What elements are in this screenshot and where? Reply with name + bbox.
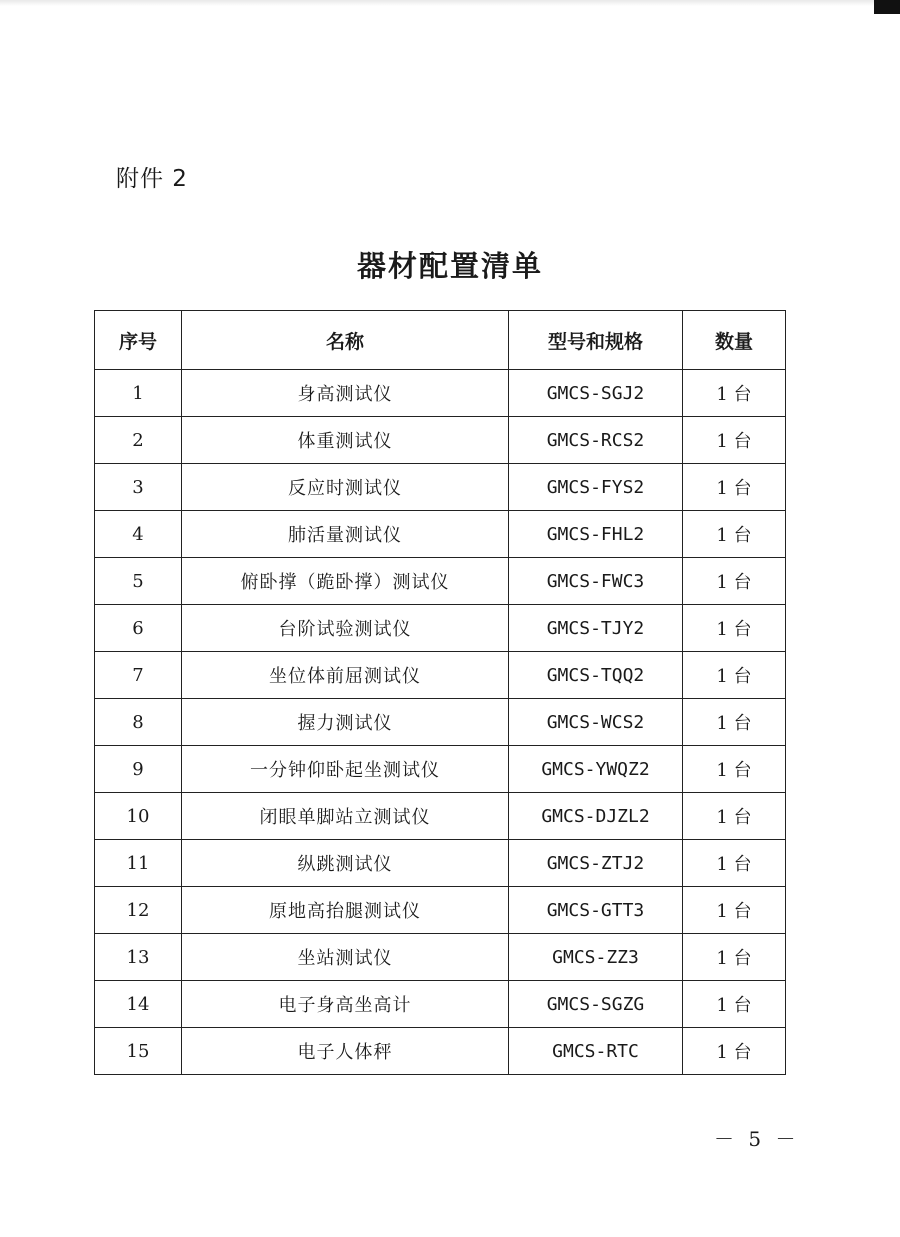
row-name: 闭眼单脚站立测试仪: [182, 793, 509, 840]
page-title: 器材配置清单: [356, 249, 543, 283]
row-qty: 1 台: [683, 981, 786, 1028]
row-model: GMCS-FWC3: [509, 558, 683, 605]
attachment-label: 附件 2: [116, 166, 188, 192]
row-name: 体重测试仪: [182, 417, 509, 464]
row-qty: 1 台: [683, 934, 786, 981]
row-model: GMCS-SGJ2: [509, 370, 683, 417]
header-model: 型号和规格: [509, 311, 683, 370]
table-row: [95, 840, 786, 887]
row-qty: 1 台: [683, 746, 786, 793]
row-name: 坐站测试仪: [182, 934, 509, 981]
row-no: 11: [95, 840, 182, 887]
row-no: 2: [95, 417, 182, 464]
row-name: 纵跳测试仪: [182, 840, 509, 887]
scan-corner-mark: [874, 0, 900, 14]
row-no: 1: [95, 370, 182, 417]
row-qty: 1 台: [683, 417, 786, 464]
row-no: 6: [95, 605, 182, 652]
row-model: GMCS-TQQ2: [509, 652, 683, 699]
row-name: 坐位体前屈测试仪: [182, 652, 509, 699]
row-name: 肺活量测试仪: [182, 511, 509, 558]
row-qty: 1 台: [683, 652, 786, 699]
row-model: GMCS-FHL2: [509, 511, 683, 558]
row-model: GMCS-ZZ3: [509, 934, 683, 981]
header-qty: 数量: [683, 311, 786, 370]
row-qty: 1 台: [683, 464, 786, 511]
row-model: GMCS-DJZL2: [509, 793, 683, 840]
row-model: GMCS-SGZG: [509, 981, 683, 1028]
table-row: [95, 417, 786, 464]
row-qty: 1 台: [683, 887, 786, 934]
row-name: 身高测试仪: [182, 370, 509, 417]
row-no: 7: [95, 652, 182, 699]
row-qty: 1 台: [683, 1028, 786, 1075]
row-no: 4: [95, 511, 182, 558]
row-no: 13: [95, 934, 182, 981]
table-row: [95, 1028, 786, 1075]
row-name: 握力测试仪: [182, 699, 509, 746]
row-qty: 1 台: [683, 558, 786, 605]
row-model: GMCS-WCS2: [509, 699, 683, 746]
table-row: [95, 370, 786, 417]
row-model: GMCS-TJY2: [509, 605, 683, 652]
row-no: 5: [95, 558, 182, 605]
row-no: 14: [95, 981, 182, 1028]
row-qty: 1 台: [683, 699, 786, 746]
table-row: [95, 793, 786, 840]
table-row: [95, 887, 786, 934]
table-row: [95, 511, 786, 558]
row-qty: 1 台: [683, 370, 786, 417]
table-row: [95, 934, 786, 981]
row-model: GMCS-RTC: [509, 1028, 683, 1075]
table-row: [95, 464, 786, 511]
page-number: － 5 －: [714, 1127, 800, 1151]
table-row: [95, 558, 786, 605]
row-qty: 1 台: [683, 605, 786, 652]
row-model: GMCS-GTT3: [509, 887, 683, 934]
header-name: 名称: [182, 311, 509, 370]
row-name: 电子身高坐高计: [182, 981, 509, 1028]
table-row: [95, 699, 786, 746]
row-no: 12: [95, 887, 182, 934]
row-no: 3: [95, 464, 182, 511]
table-row: [95, 981, 786, 1028]
equipment-table: [94, 310, 786, 1075]
scan-top-edge: [0, 0, 900, 6]
row-name: 俯卧撑（跪卧撑）测试仪: [182, 558, 509, 605]
table-row: [95, 746, 786, 793]
row-name: 一分钟仰卧起坐测试仪: [182, 746, 509, 793]
row-model: GMCS-ZTJ2: [509, 840, 683, 887]
row-no: 15: [95, 1028, 182, 1075]
row-qty: 1 台: [683, 793, 786, 840]
row-no: 9: [95, 746, 182, 793]
row-model: GMCS-FYS2: [509, 464, 683, 511]
header-no: 序号: [95, 311, 182, 370]
table-header-row: [95, 311, 786, 370]
row-model: GMCS-YWQZ2: [509, 746, 683, 793]
row-no: 10: [95, 793, 182, 840]
row-name: 原地高抬腿测试仪: [182, 887, 509, 934]
row-no: 8: [95, 699, 182, 746]
row-qty: 1 台: [683, 840, 786, 887]
table-row: [95, 652, 786, 699]
row-name: 反应时测试仪: [182, 464, 509, 511]
row-qty: 1 台: [683, 511, 786, 558]
row-model: GMCS-RCS2: [509, 417, 683, 464]
table-row: [95, 605, 786, 652]
row-name: 台阶试验测试仪: [182, 605, 509, 652]
row-name: 电子人体秤: [182, 1028, 509, 1075]
